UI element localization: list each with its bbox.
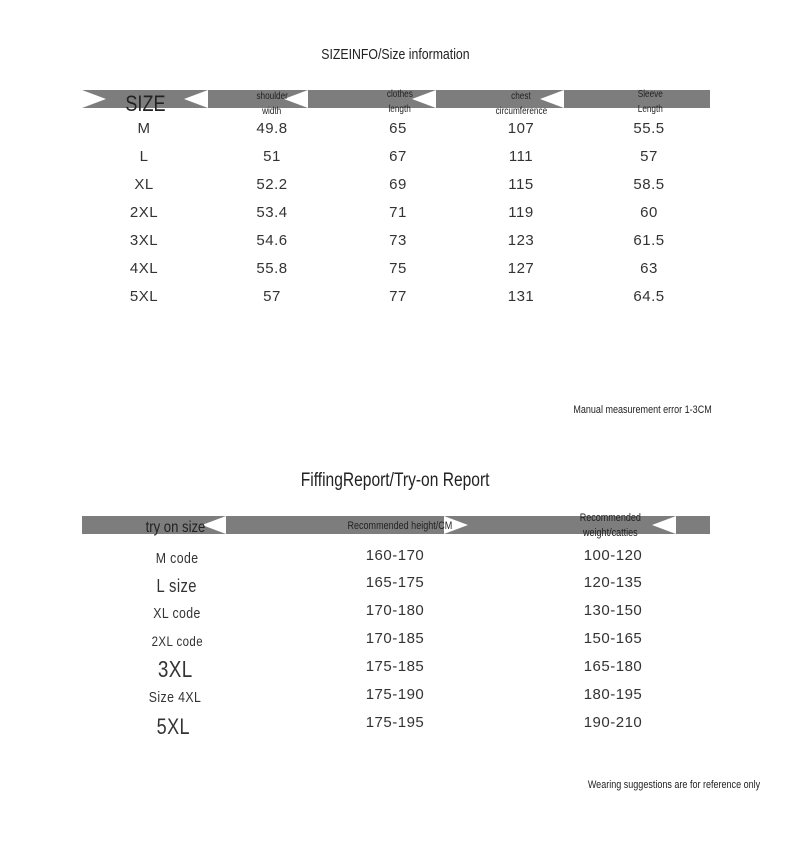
- cell-shoulder: 54.6: [256, 232, 288, 249]
- cell-size: M code: [155, 550, 199, 567]
- cell-chest: 115: [508, 176, 534, 193]
- cell-shoulder: 53.4: [256, 204, 288, 221]
- cell-height: 160-170: [365, 547, 425, 564]
- cell-weight: 180-195: [583, 686, 643, 703]
- cell-size: M: [137, 120, 151, 137]
- cell-weight: 165-180: [583, 658, 643, 675]
- cell-clothes: 71: [389, 204, 407, 221]
- header-shoulder-width: shoulder width: [256, 91, 288, 117]
- size-info-title: SIZEINFO/Size information: [320, 46, 470, 63]
- cell-clothes: 77: [389, 288, 407, 305]
- cell-weight: 120-135: [583, 574, 643, 591]
- cell-clothes: 65: [389, 120, 407, 137]
- header-sleeve-length: Sleeve Length: [637, 89, 663, 115]
- cell-size: 2XL: [129, 204, 159, 221]
- cell-clothes: 75: [389, 260, 407, 277]
- measurement-note: Manual measurement error 1-3CM: [573, 404, 712, 416]
- cell-size: L size: [156, 576, 198, 596]
- cell-sleeve: 58.5: [633, 176, 665, 193]
- cell-size: XL code: [153, 605, 201, 622]
- cell-chest: 131: [507, 288, 535, 305]
- cell-height: 170-185: [365, 630, 425, 647]
- cell-clothes: 67: [389, 148, 407, 165]
- cell-weight: 130-150: [583, 602, 643, 619]
- cell-chest: 119: [508, 204, 534, 221]
- cell-weight: 100-120: [583, 547, 643, 564]
- header-clothes-length: clothes length: [387, 89, 413, 115]
- cell-chest: 123: [507, 232, 535, 249]
- header-size: SIZE: [124, 91, 166, 116]
- cell-shoulder: 55.8: [256, 260, 288, 277]
- cell-size: 3XL: [157, 656, 193, 682]
- header-recommended-weight: Recommended weight/catties: [579, 512, 641, 539]
- cell-shoulder: 49.8: [256, 120, 288, 137]
- cell-clothes: 73: [389, 232, 407, 249]
- cell-sleeve: 64.5: [633, 288, 665, 305]
- header-recommended-height: Recommended height/CM: [347, 520, 453, 532]
- cell-size: 3XL: [129, 232, 159, 249]
- cell-height: 170-180: [365, 602, 425, 619]
- cell-sleeve: 55.5: [633, 120, 665, 137]
- cell-weight: 150-165: [583, 630, 643, 647]
- wearing-suggestion-note: Wearing suggestions are for reference only: [587, 779, 760, 791]
- cell-shoulder: 52.2: [256, 176, 288, 193]
- cell-height: 175-190: [365, 686, 425, 703]
- cell-sleeve: 61.5: [633, 232, 665, 249]
- cell-chest: 107: [507, 120, 535, 137]
- cell-size: XL: [134, 176, 154, 193]
- try-on-title: FiffingReport/Try-on Report: [300, 470, 490, 491]
- cell-height: 175-195: [365, 714, 425, 731]
- cell-size: 5XL: [156, 714, 190, 739]
- cell-clothes: 69: [389, 176, 407, 193]
- cell-size: Size 4XL: [148, 689, 202, 706]
- cell-sleeve: 63: [640, 260, 658, 277]
- header-chest-circumference: chest circumference: [495, 91, 547, 117]
- cell-chest: 111: [508, 148, 534, 165]
- cell-sleeve: 60: [640, 204, 658, 221]
- cell-height: 165-175: [365, 574, 425, 591]
- cell-height: 175-185: [365, 658, 425, 675]
- cell-size: 5XL: [129, 288, 159, 305]
- cell-size: 4XL: [129, 260, 159, 277]
- cell-size: L: [139, 148, 149, 165]
- cell-size: 2XL code: [151, 633, 203, 649]
- cell-chest: 127: [507, 260, 535, 277]
- cell-sleeve: 57: [640, 148, 658, 165]
- cell-weight: 190-210: [583, 714, 643, 731]
- cell-shoulder: 51: [263, 148, 281, 165]
- cell-shoulder: 57: [263, 288, 281, 305]
- header-try-on-size: try on size: [145, 519, 205, 536]
